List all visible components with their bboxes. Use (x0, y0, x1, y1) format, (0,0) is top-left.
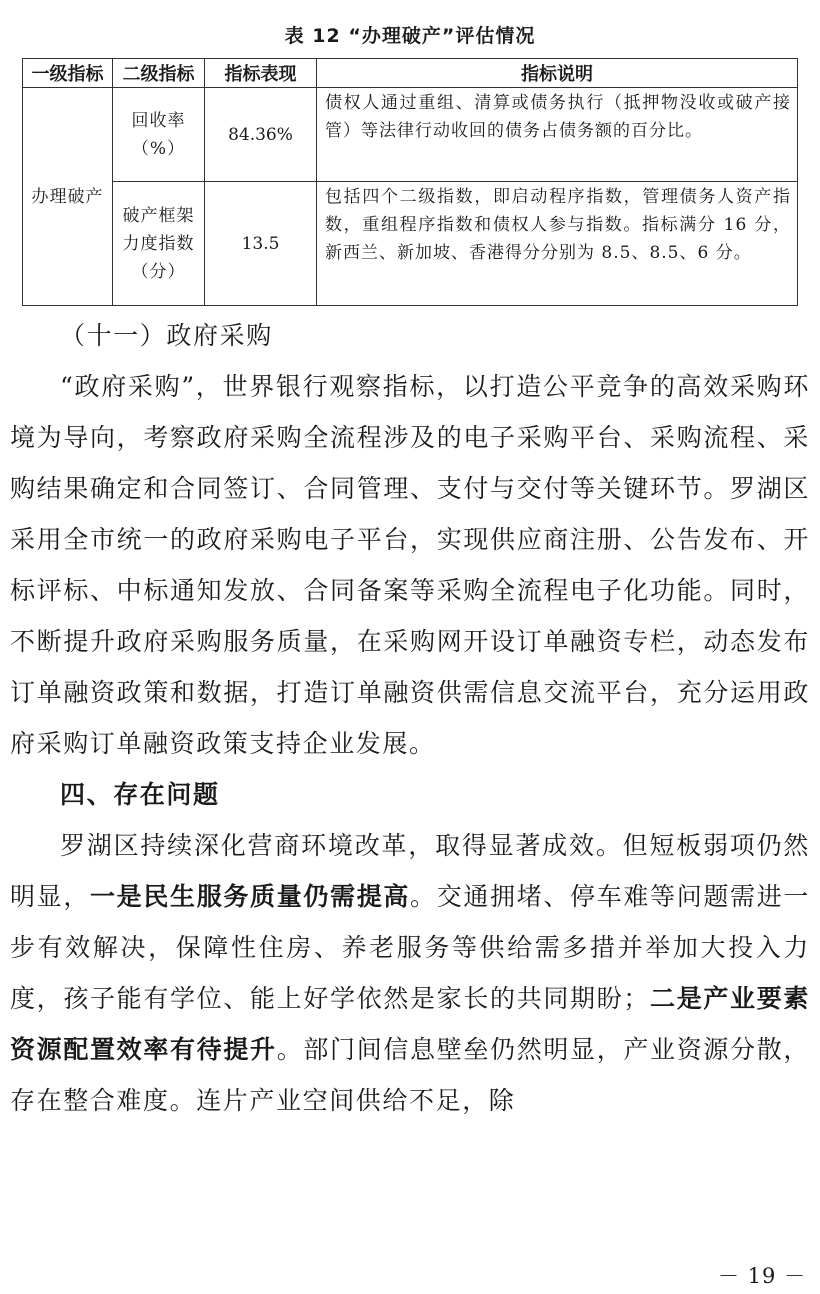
table-title: 表 12 “办理破产”评估情况 (284, 25, 536, 47)
value-cell: 84.36% (205, 88, 317, 182)
page-number: － 19 － (718, 1264, 807, 1288)
problems-intro: 罗湖区持续深化营商环境改革，取得显著成效。但短板弱项仍然明显， (10, 831, 810, 911)
value-cell: 13.5 (205, 182, 317, 306)
header-level1: 一级指标 (23, 59, 113, 88)
level2-cell: 回收率（%） (113, 88, 205, 182)
description-cell: 包括四个二级指数，即启动程序指数，管理债务人资产指数，重组程序指数和债权人参与指数。指标满分 16 分，新西兰、新加坡、香港得分分别为 8.5、8.5、6 分。 (317, 182, 798, 306)
problems-paragraph (10, 820, 810, 1126)
section-heading-problems: 四、存在问题 (60, 780, 220, 809)
header-description: 指标说明 (317, 59, 798, 88)
problem-detail-2: 。部门间信息壁垒仍然明显，产业资源分散，存在整合难度。连片产业空间供给不足，除 (10, 1035, 810, 1115)
description-cell: 债权人通过重组、清算或债务执行（抵押物没收或破产接管）等法律行动收回的债务占债务额的百分比。 (317, 88, 798, 182)
problem-point-2: 二是产业要素资源配置效率有待提升 (10, 984, 810, 1064)
problem-detail-1: 。交通拥堵、停车难等问题需进一步有效解决，保障性住房、养老服务等供给需多措并举加大投入力度，孩子能有学位、能上好学依然是家长的共同期盼； (10, 882, 810, 1013)
section-heading-procurement: （十一）政府采购 (60, 321, 273, 350)
bankruptcy-indicator-table (22, 58, 798, 306)
level2-cell: 破产框架力度指数（分） (113, 182, 205, 306)
table-header-row (23, 59, 798, 88)
level1-cell: 办理破产 (23, 88, 113, 306)
table-row (23, 88, 798, 182)
procurement-paragraph: “政府采购”，世界银行观察指标，以打造公平竞争的高效采购环境为导向，考察政府采购全流程涉及的电子采购平台、采购流程、采购结果确定和合同签订、合同管理、支付与交付等关键环节。罗湖区采用全市统一的政府采购电子平台，实现供应商注册、公告发布、开标评标、中标通知发放、合同备案等采购全流程电子化功能。同时，不断提升政府采购服务质量，在采购网开设订单融资专栏，动态发布订单融资政策和数据，打造订单融资供需信息交流平台，充分运用政府采购订单融资政策支持企业发展。 (10, 372, 810, 758)
body-text (10, 310, 810, 1126)
table-row (23, 182, 798, 306)
header-value: 指标表现 (205, 59, 317, 88)
problem-point-1: 一是民生服务质量仍需提高 (90, 882, 411, 911)
header-level2: 二级指标 (113, 59, 205, 88)
